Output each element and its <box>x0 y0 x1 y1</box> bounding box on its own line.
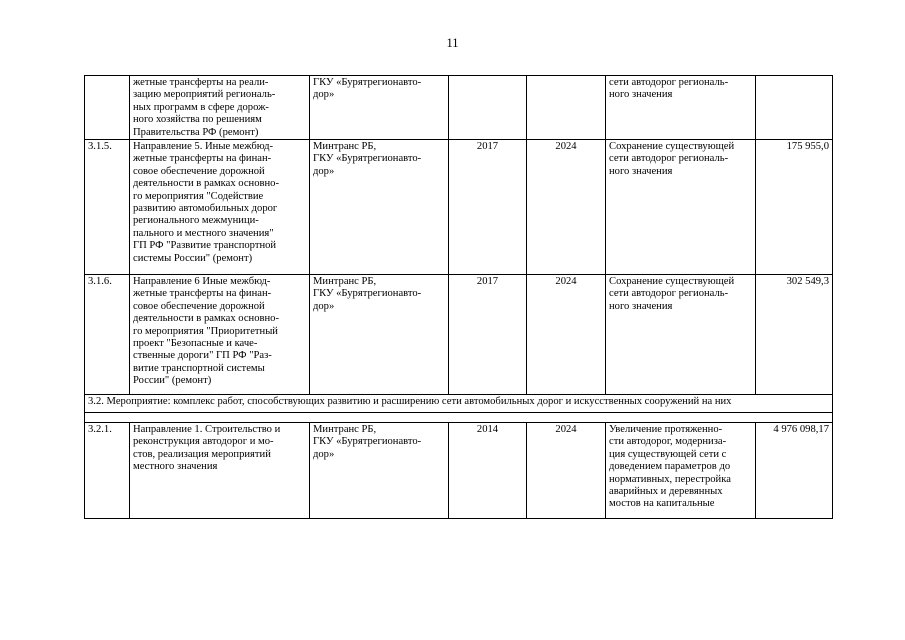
funding-amount: 4 976 098,17 <box>756 423 833 519</box>
executor: Минтранс РБ, ГКУ «Бурятрегионавто- дор» <box>310 275 449 395</box>
start-year: 2014 <box>449 423 527 519</box>
row-number: 3.1.5. <box>85 140 130 275</box>
executor: Минтранс РБ, ГКУ «Бурятрегионавто- дор» <box>310 423 449 519</box>
row-number <box>85 76 130 140</box>
section-title: 3.2. Мероприятие: комплекс работ, способствующих развитию и расширению сети автомобильных дорог и искусственных сооружений на них <box>85 395 833 413</box>
start-year <box>449 76 527 140</box>
end-year: 2024 <box>527 275 606 395</box>
activity-name: Направление 6 Иные межбюд- жетные трансферты на финан- совое обеспечение дорожной деятельности в рамках основно- го мероприятия "Приоритетный проект "Безопасные и каче- ственные дороги" ГП РФ "Раз- витие транспортной системы России" (ремонт) <box>130 275 310 395</box>
start-year: 2017 <box>449 140 527 275</box>
table-row <box>85 423 833 519</box>
expected-result: сети автодорог региональ- ного значения <box>606 76 756 140</box>
end-year: 2024 <box>527 140 606 275</box>
executor: ГКУ «Бурятрегионавто- дор» <box>310 76 449 140</box>
row-number: 3.1.6. <box>85 275 130 395</box>
table-row <box>85 76 833 140</box>
spacer-cell <box>85 413 833 423</box>
row-number: 3.2.1. <box>85 423 130 519</box>
executor: Минтранс РБ, ГКУ «Бурятрегионавто- дор» <box>310 140 449 275</box>
activity-name: Направление 1. Строительство и реконструкция автодорог и мо- стов, реализация мероприятий местного значения <box>130 423 310 519</box>
funding-amount: 302 549,3 <box>756 275 833 395</box>
funding-amount <box>756 76 833 140</box>
table-row <box>85 275 833 395</box>
funding-amount: 175 955,0 <box>756 140 833 275</box>
expected-result: Сохранение существующей сети автодорог региональ- ного значения <box>606 140 756 275</box>
spacer-row <box>85 413 833 423</box>
expected-result: Сохранение существующей сети автодорог региональ- ного значения <box>606 275 756 395</box>
section-header-row <box>85 395 833 413</box>
activity-name: жетные трансферты на реали- зацию мероприятий региональ- ных программ в сфере дорож- ного хозяйства по решениям Правительства РФ (ремонт) <box>130 76 310 140</box>
activity-name: Направление 5. Иные межбюд- жетные трансферты на финан- совое обеспечение дорожной деятельности в рамках основно- го мероприятия "Содействие развитию автомобильных дорог регионального межмуници- пального и местного значения" ГП РФ "Развитие транспортной системы России" (ремонт) <box>130 140 310 275</box>
start-year: 2017 <box>449 275 527 395</box>
end-year <box>527 76 606 140</box>
program-activities-table <box>84 75 833 519</box>
table-row <box>85 140 833 275</box>
page-number: 11 <box>446 36 459 50</box>
expected-result: Увеличение протяженно- сти автодорог, модерниза- ция существующей сети с доведением параметров до нормативных, перестройка аварийных и деревянных мостов на капитальные <box>606 423 756 519</box>
end-year: 2024 <box>527 423 606 519</box>
